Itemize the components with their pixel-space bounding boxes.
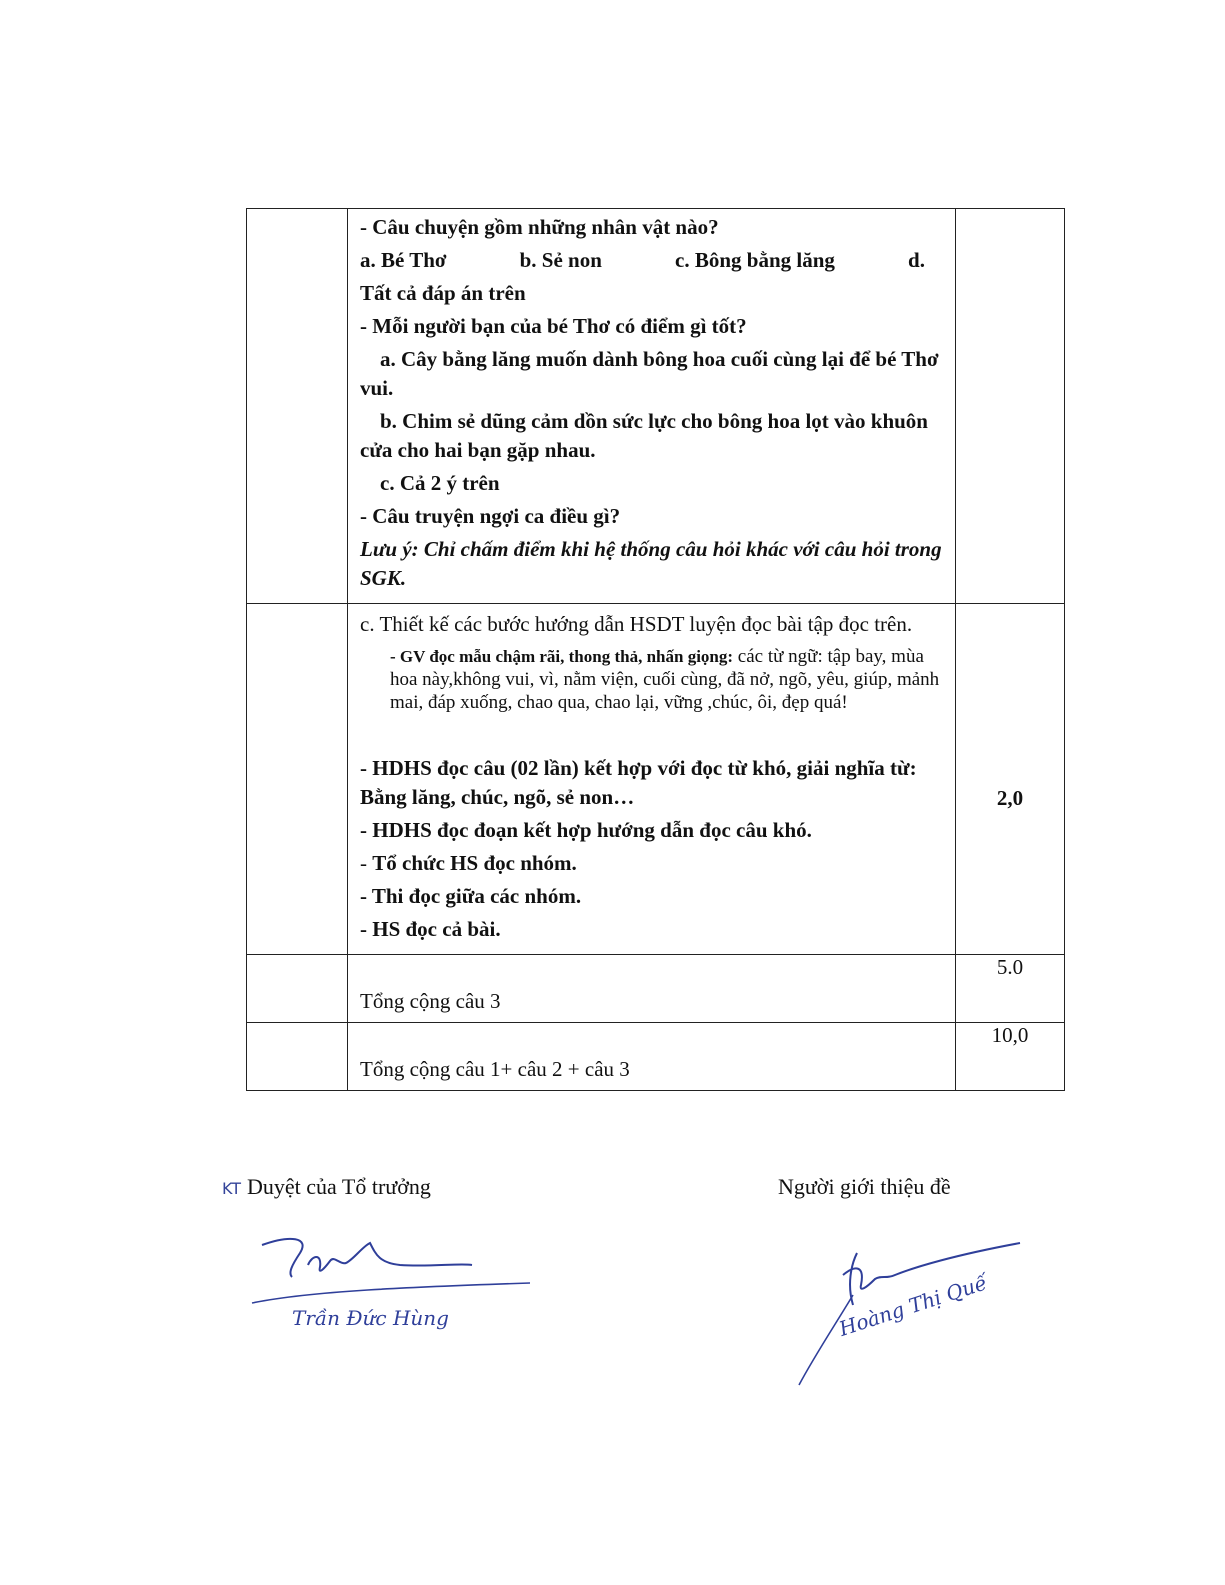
reading-score: 2,0: [956, 604, 1065, 955]
step-groups: [360, 849, 945, 878]
table-row: [247, 604, 1065, 955]
step-whole: - HS đọc cả bài.: [360, 917, 501, 941]
empty-cell: [247, 1023, 348, 1091]
table-row: [247, 209, 1065, 604]
author-signature: [795, 1235, 1035, 1415]
questions-cell: [348, 209, 956, 604]
table-row: [247, 1023, 1065, 1091]
step-sentences: - HDHS đọc câu (02 lần) kết hợp với đọc từ khó, giải nghĩa từ: Bằng lăng, chúc, ngõ, sẻ non…: [360, 756, 917, 809]
approver-signature: [250, 1225, 540, 1355]
approver-title: [222, 1174, 431, 1200]
answer-b: b. Chim sẻ dũng cảm dồn sức lực cho bông hoa lọt vào khuôn cửa cho hai bạn gặp nhau.: [360, 409, 928, 462]
total-3-score: 5.0: [956, 955, 1065, 1023]
empty-cell: [247, 604, 348, 955]
author-name: Hoàng Thị Quế: [836, 1270, 990, 1341]
question-characters: - Câu chuyện gồm những nhân vật nào?: [360, 215, 719, 239]
model-reading-words: các từ ngữ: tập bay, mùa hoa này,không vui, vì, nằm viện, cuối cùng, đã nở, ngõ, yêu, giúp, mảnh mai, đáp xuống, chao qua, chao lại, vững ,chúc, ôi, đẹp quá!: [390, 646, 940, 713]
step-groups-prefix: -: [360, 851, 373, 875]
approver-name: Trần Đức Hùng: [292, 1306, 449, 1330]
empty-cell: [247, 209, 348, 604]
answer-c: c. Cả 2 ý trên: [380, 471, 500, 495]
empty-cell: [247, 955, 348, 1023]
total-3-label: Tổng cộng câu 3: [360, 989, 501, 1013]
total-all-cell: [348, 1023, 956, 1091]
total-all-label: Tổng cộng câu 1+ câu 2 + câu 3: [360, 1057, 630, 1081]
option-d: d.: [908, 248, 925, 272]
option-b: b. Sẻ non: [519, 248, 602, 272]
table-row: [247, 955, 1065, 1023]
option-c: c. Bông bằng lăng: [675, 248, 835, 272]
option-d-text: Tất cả đáp án trên: [360, 281, 526, 305]
total-all-score: 10,0: [956, 1023, 1065, 1091]
reading-steps-cell: [348, 604, 956, 955]
author-title: Người giới thiệu đề: [778, 1174, 951, 1199]
grading-table: [246, 208, 1065, 1091]
total-3-cell: [348, 955, 956, 1023]
option-a: a. Bé Thơ: [360, 248, 447, 272]
answer-a: a. Cây bằng lăng muốn dành bông hoa cuối cùng lại để bé Thơ vui.: [360, 347, 939, 400]
question-friends: - Mỗi người bạn của bé Thơ có điểm gì tốt?: [360, 314, 747, 338]
grading-note: Lưu ý: Chỉ chấm điểm khi hệ thống câu hỏi khác với câu hỏi trong SGK.: [360, 537, 942, 590]
question-characters-options: [360, 246, 945, 275]
model-reading: [360, 645, 945, 714]
model-reading-lead: - GV đọc mẫu chậm rãi, thong thả, nhấn giọng:: [390, 647, 734, 666]
step-paragraphs: - HDHS đọc đoạn kết hợp hướng dẫn đọc câu khó.: [360, 818, 812, 842]
approver-title-text: Duyệt của Tổ trưởng: [247, 1174, 431, 1199]
empty-score-cell: [956, 209, 1065, 604]
step-contest: - Thi đọc giữa các nhóm.: [360, 884, 582, 908]
step-groups-text: Tổ chức HS đọc nhóm.: [372, 851, 577, 875]
question-praise: - Câu truyện ngợi ca điều gì?: [360, 504, 621, 528]
reading-heading: c. Thiết kế các bước hướng dẫn HSDT luyện đọc bài tập đọc trên.: [360, 612, 913, 636]
kt-mark: KT: [222, 1179, 242, 1198]
